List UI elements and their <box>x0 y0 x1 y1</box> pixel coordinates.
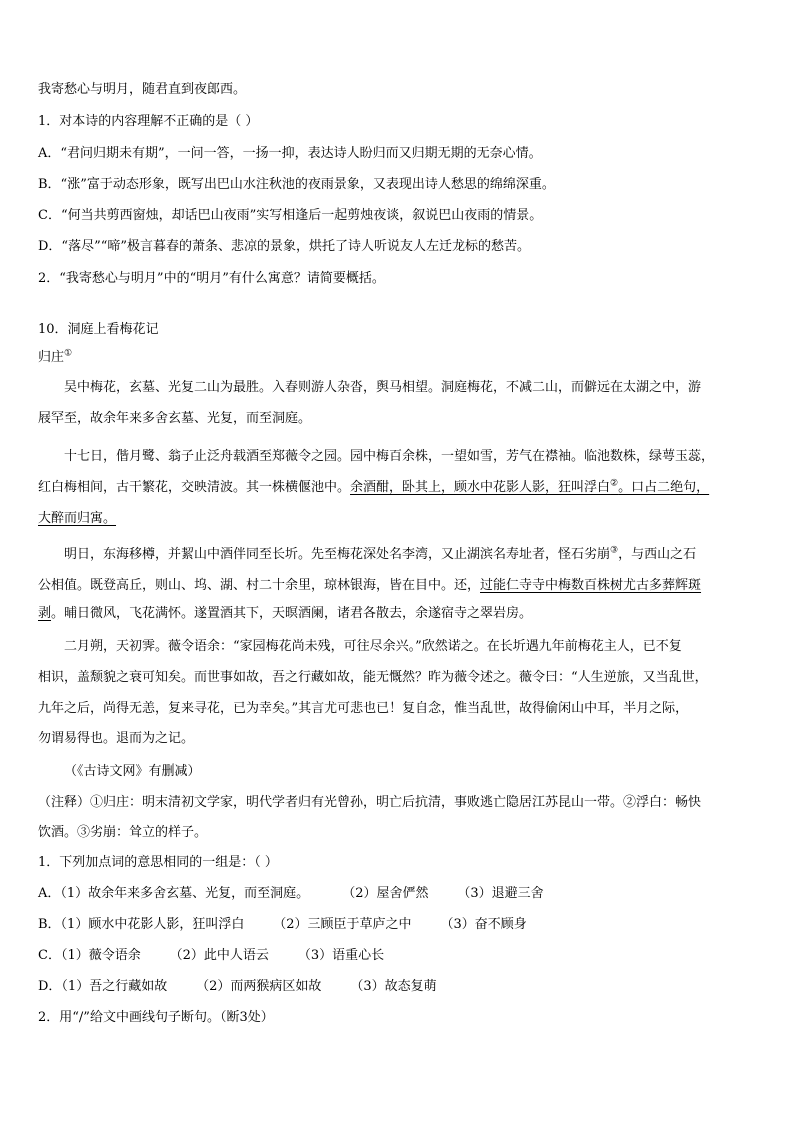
passage-p2-line3 <box>38 509 756 529</box>
underlined-text: 。口占二绝句， <box>618 480 710 495</box>
footnote-marker-3: ③ <box>610 545 619 556</box>
poem-last-line: 我寄愁心与明月，随君直到夜郎西。 <box>38 82 247 97</box>
question-9-1: 1．对本诗的内容理解不正确的是（ ） <box>38 114 259 129</box>
underlined-text: 剥 <box>38 606 52 621</box>
question-10-1: 1．下列加点词的意思相同的一组是：（ ） <box>38 855 278 870</box>
passage-p1-line2: 屐罕至，故余年来多舍玄墓、光复，而至洞庭。 <box>38 411 312 426</box>
section-10-title: 10．洞庭上看梅花记 <box>38 322 159 337</box>
q9-option-a: A．“君问归期未有期”，一问一答，一扬一抑，表达诗人盼归而又归期无期的无奈心情。 <box>38 146 542 161</box>
footnote-marker-2: ② <box>610 478 619 489</box>
annotation-line1: （注释）①归庄：明末清初文学家，明代学者归有光曾孙，明亡后抗清，事败逃亡隐居江苏昆山一带。②浮白：畅快 <box>38 795 702 810</box>
annotation-line2: 饮酒。③劣崩：耸立的样子。 <box>38 825 208 840</box>
source-line: （《古诗文网》有删减） <box>64 764 201 779</box>
passage-p4-line3: 九年之后，尚得无恙，复来寻花，已为幸矣。”其言尤可悲也已！复自念，惟当乱世，故得偷闲山中耳，半月之际， <box>38 701 689 716</box>
underlined-text: 过能仁寺寺中梅数百株树尤古多葬辉斑 <box>480 578 702 593</box>
passage-p3-line1 <box>38 545 756 565</box>
footnote-marker-1: ① <box>64 348 73 359</box>
passage-text: 红白梅相间，古干繁花，交映清波。其一株横偃池中。 <box>38 480 351 495</box>
question-9-2: 2．“我寄愁心与明月”中的“明月”有什么寓意？请简要概括。 <box>38 271 385 286</box>
q10-option-c: C．（1）薇令语余 （2）此中人语云 （3）语重心长 <box>38 948 385 963</box>
passage-p3-line2 <box>38 576 756 596</box>
author-line <box>38 348 756 368</box>
passage-p4-line1: 二月朔，天初霁。薇令语余：“家园梅花尚未残，可往尽余兴。”欣然诺之。在长圻遇九年前梅花主人，已不复 <box>64 639 682 654</box>
underlined-sentence <box>350 480 709 495</box>
q9-option-d: D．“落尽”“啼”极言暮春的萧条、悲凉的景象，烘托了诗人听说友人左迁龙标的愁苦。 <box>38 239 531 254</box>
underlined-text: 余酒酣，卧其上，顾水中花影人影，狂叫浮白 <box>350 480 611 495</box>
q9-option-c: C．“何当共剪西窗烛，却话巴山夜雨”实写相逢后一起剪烛夜谈，叙说巴山夜雨的情景。 <box>38 208 543 223</box>
q10-option-d: D．（1）吾之行藏如故 （2）而两猴病区如故 （3）故态复萌 <box>38 979 437 994</box>
passage-text: 明日，东海移樽，并絜山中酒伴同至长圻。先至梅花深处名李湾，又止湖滨名寿址者，怪石劣崩 <box>64 547 611 562</box>
q9-option-b: B．“涨”富于动态形象，既写出巴山水注秋池的夜雨景象，又表现出诗人愁思的绵绵深重。 <box>38 177 555 192</box>
passage-text: ，与西山之石 <box>618 547 697 562</box>
q10-option-b: B．（1）顾水中花影人影，狂叫浮白 （2）三顾臣于草庐之中 （3）奋不顾身 <box>38 917 527 932</box>
passage-p1-line1: 吴中梅花，玄墓、光复二山为最胜。入春则游人杂沓，舆马相望。洞庭梅花，不减二山，而僻远在太湖之中，游 <box>64 380 702 395</box>
passage-p4-line2: 相识，盖颓貌之衰可知矣。而世事如故，吾之行藏如故，能无慨然？昨为薇令述之。薇令曰：“人生逆旅，又当乱世， <box>38 670 708 685</box>
author-name: 归庄 <box>38 350 65 365</box>
passage-p2-line2 <box>38 478 756 498</box>
passage-p4-line4: 勿谓易得也。退而为之记。 <box>38 731 195 746</box>
q10-option-a: A．（1）故余年来多舍玄墓、光复，而至洞庭。 （2）屋舍俨然 （3）退避三舍 <box>38 886 544 901</box>
passage-p3-line3 <box>38 604 756 624</box>
passage-p2-line1: 十七日，偕月鹭、翁子止泛舟载酒至郑薇令之园。园中梅百余株，一望如雪，芳气在襟袖。临池数株，绿萼玉蕊， <box>64 449 715 464</box>
passage-text: 。晡日微风，飞花满怀。遂置酒其下，天暝酒阑，诸君各散去，余遂宿寺之翠岩房。 <box>51 606 533 621</box>
underlined-text: 大醉而归寓。 <box>38 511 117 526</box>
question-10-2: 2．用“/”给文中画线句子断句。（断3处） <box>38 1010 274 1025</box>
passage-text: 公相值。既登高丘，则山、坞、湖、村二十余里，琼林银海，皆在目中。还， <box>38 578 481 593</box>
